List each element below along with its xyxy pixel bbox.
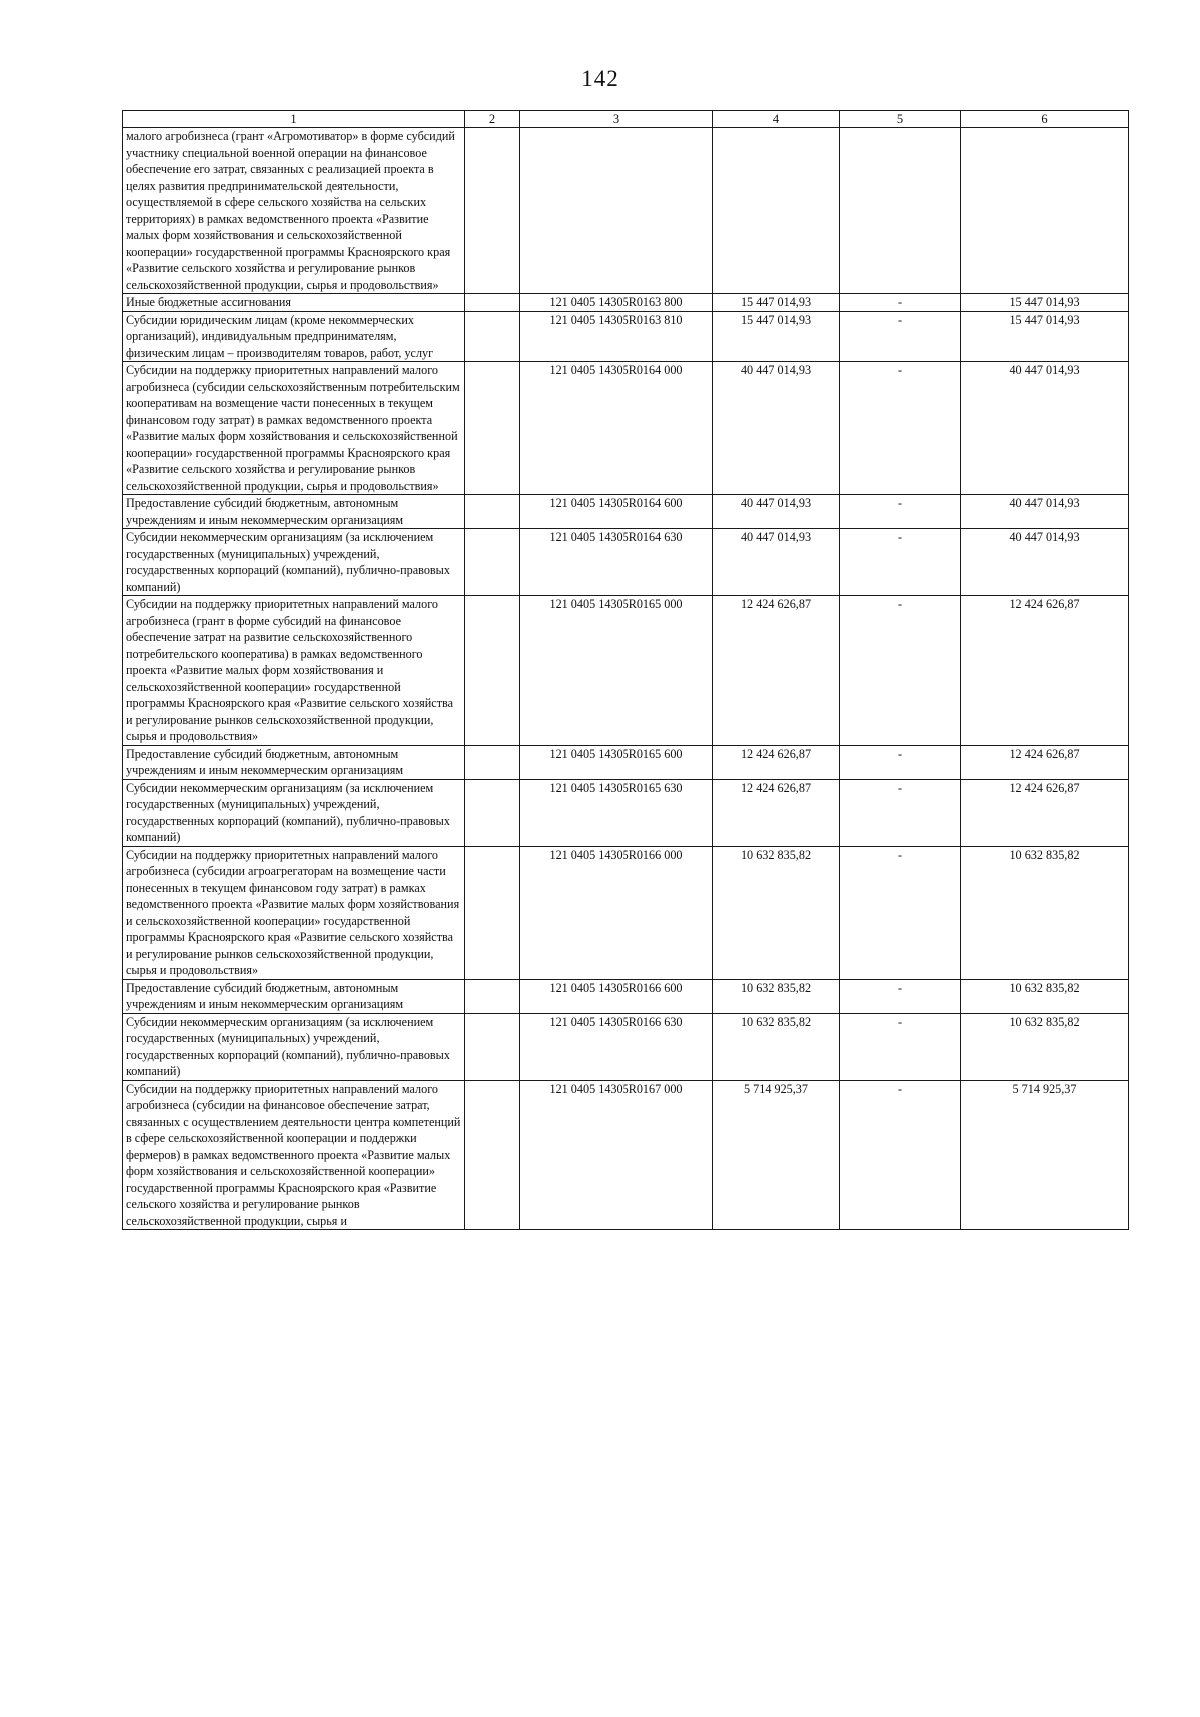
column-header-2: 2 xyxy=(465,111,520,128)
row-code: 121 0405 14305R0163 800 xyxy=(520,294,713,312)
row-name: Предоставление субсидий бюджетным, автономным учреждениям и иным некоммерческим организациям xyxy=(123,745,465,779)
row-name: Предоставление субсидий бюджетным, автономным учреждениям и иным некоммерческим организациям xyxy=(123,979,465,1013)
page-number: 142 xyxy=(581,66,619,91)
row-code: 121 0405 14305R0166 000 xyxy=(520,846,713,979)
row-sum-4: 15 447 014,93 xyxy=(713,294,840,312)
column-header-6: 6 xyxy=(961,111,1129,128)
table-row xyxy=(123,1013,1129,1080)
row-name: Субсидии некоммерческим организациям (за исключением государственных (муниципальных) учреждений, государственных корпораций (компаний), публично-правовых компаний) xyxy=(123,779,465,846)
row-col5: - xyxy=(840,362,961,495)
row-sum-4: 12 424 626,87 xyxy=(713,745,840,779)
row-col5: - xyxy=(840,596,961,746)
column-header-1: 1 xyxy=(123,111,465,128)
row-col5: - xyxy=(840,294,961,312)
column-header-5: 5 xyxy=(840,111,961,128)
row-name: Иные бюджетные ассигнования xyxy=(123,294,465,312)
row-name: Субсидии юридическим лицам (кроме некоммерческих организаций), индивидуальным предпринимателям, физическим лицам – производителям товаров, работ, услуг xyxy=(123,311,465,362)
row-sum-6: 10 632 835,82 xyxy=(961,846,1129,979)
row-sum-4: 12 424 626,87 xyxy=(713,596,840,746)
row-sum-4: 10 632 835,82 xyxy=(713,846,840,979)
row-col2 xyxy=(465,1080,520,1230)
row-sum-6: 12 424 626,87 xyxy=(961,596,1129,746)
table-row xyxy=(123,745,1129,779)
row-sum-4 xyxy=(713,128,840,294)
row-col2 xyxy=(465,311,520,362)
table-row xyxy=(123,294,1129,312)
row-col5: - xyxy=(840,779,961,846)
table-row xyxy=(123,779,1129,846)
row-col2 xyxy=(465,779,520,846)
row-sum-4: 15 447 014,93 xyxy=(713,311,840,362)
table-header xyxy=(123,111,1129,128)
row-code: 121 0405 14305R0165 000 xyxy=(520,596,713,746)
table-row xyxy=(123,362,1129,495)
row-col5: - xyxy=(840,311,961,362)
table-row xyxy=(123,128,1129,294)
row-name: Субсидии на поддержку приоритетных направлений малого агробизнеса (субсидии на финансовое обеспечение затрат, связанных с осуществлением деятельности центра компетенций в сфере сельскохозяйственной кооперации и поддержки фермеров) в рамках ведомственного проекта «Развитие малых форм хозяйствования и сельскохозяйственной кооперации» государственной программы Красноярского края «Развитие сельского хозяйства и регулирование рынков сельскохозяйственной продукции, сырья и xyxy=(123,1080,465,1230)
row-col2 xyxy=(465,979,520,1013)
row-col2 xyxy=(465,495,520,529)
row-col5: - xyxy=(840,979,961,1013)
row-name: Субсидии на поддержку приоритетных направлений малого агробизнеса (субсидии сельскохозяйственным потребительским кооперативам на возмещение части понесенных в текущем финансовом году затрат) в рамках ведомственного проекта «Развитие малых форм хозяйствования и сельскохозяйственной кооперации» государственной программы Красноярского края «Развитие сельского хозяйства и регулирование рынков сельскохозяйственной продукции, сырья и продовольствия» xyxy=(123,362,465,495)
row-col2 xyxy=(465,128,520,294)
budget-table xyxy=(122,110,1129,1230)
row-sum-6: 10 632 835,82 xyxy=(961,1013,1129,1080)
row-col5: - xyxy=(840,1013,961,1080)
table-body xyxy=(123,128,1129,1230)
row-col5: - xyxy=(840,745,961,779)
row-sum-4: 40 447 014,93 xyxy=(713,529,840,596)
row-col5: - xyxy=(840,495,961,529)
row-sum-6 xyxy=(961,128,1129,294)
row-code: 121 0405 14305R0164 600 xyxy=(520,495,713,529)
row-name: Субсидии на поддержку приоритетных направлений малого агробизнеса (субсидии агроагрегаторам на возмещение части понесенных в текущем финансовом году затрат) в рамках ведомственного проекта «Развитие малых форм хозяйствования и сельскохозяйственной кооперации» государственной программы Красноярского края «Развитие сельского хозяйства и регулирование рынков сельскохозяйственной продукции, сырья и продовольствия» xyxy=(123,846,465,979)
row-sum-6: 40 447 014,93 xyxy=(961,362,1129,495)
row-name: Субсидии на поддержку приоритетных направлений малого агробизнеса (грант в форме субсидий на финансовое обеспечение затрат на развитие сельскохозяйственного потребительского кооператива) в рамках ведомственного проекта «Развитие малых форм хозяйствования и сельскохозяйственной кооперации» государственной программы Красноярского края «Развитие сельского хозяйства и регулирование рынков сельскохозяйственной продукции, сырья и продовольствия» xyxy=(123,596,465,746)
row-code: 121 0405 14305R0167 000 xyxy=(520,1080,713,1230)
header-row xyxy=(123,111,1129,128)
table-row xyxy=(123,529,1129,596)
row-code: 121 0405 14305R0164 630 xyxy=(520,529,713,596)
row-col2 xyxy=(465,846,520,979)
row-col5 xyxy=(840,128,961,294)
table-row xyxy=(123,596,1129,746)
row-col2 xyxy=(465,596,520,746)
row-name: малого агробизнеса (грант «Агромотиватор» в форме субсидий участнику специальной военной операции на финансовое обеспечение его затрат, связанных с реализацией проекта в целях развития предпринимательской деятельности, осуществляемой в сфере сельского хозяйства на сельских территориях) в рамках ведомственного проекта «Развитие малых форм хозяйствования и сельскохозяйственной кооперации» государственной программы Красноярского края «Развитие сельского хозяйства и регулирование рынков сельскохозяйственной продукции, сырья и продовольствия» xyxy=(123,128,465,294)
row-code: 121 0405 14305R0165 630 xyxy=(520,779,713,846)
row-sum-6: 15 447 014,93 xyxy=(961,311,1129,362)
row-sum-6: 40 447 014,93 xyxy=(961,495,1129,529)
row-code xyxy=(520,128,713,294)
row-sum-6: 5 714 925,37 xyxy=(961,1080,1129,1230)
row-sum-6: 15 447 014,93 xyxy=(961,294,1129,312)
row-col2 xyxy=(465,529,520,596)
row-col2 xyxy=(465,362,520,495)
row-sum-4: 10 632 835,82 xyxy=(713,979,840,1013)
row-code: 121 0405 14305R0166 600 xyxy=(520,979,713,1013)
row-sum-4: 40 447 014,93 xyxy=(713,495,840,529)
row-name: Субсидии некоммерческим организациям (за исключением государственных (муниципальных) учреждений, государственных корпораций (компаний), публично-правовых компаний) xyxy=(123,529,465,596)
row-sum-4: 10 632 835,82 xyxy=(713,1013,840,1080)
row-code: 121 0405 14305R0165 600 xyxy=(520,745,713,779)
row-col2 xyxy=(465,294,520,312)
row-name: Субсидии некоммерческим организациям (за исключением государственных (муниципальных) учреждений, государственных корпораций (компаний), публично-правовых компаний) xyxy=(123,1013,465,1080)
row-sum-6: 12 424 626,87 xyxy=(961,779,1129,846)
row-col5: - xyxy=(840,1080,961,1230)
row-sum-6: 10 632 835,82 xyxy=(961,979,1129,1013)
row-code: 121 0405 14305R0164 000 xyxy=(520,362,713,495)
row-code: 121 0405 14305R0166 630 xyxy=(520,1013,713,1080)
row-sum-4: 5 714 925,37 xyxy=(713,1080,840,1230)
column-header-4: 4 xyxy=(713,111,840,128)
row-col2 xyxy=(465,745,520,779)
table-row xyxy=(123,979,1129,1013)
row-col2 xyxy=(465,1013,520,1080)
row-sum-4: 12 424 626,87 xyxy=(713,779,840,846)
table-row xyxy=(123,846,1129,979)
row-sum-6: 40 447 014,93 xyxy=(961,529,1129,596)
row-sum-4: 40 447 014,93 xyxy=(713,362,840,495)
row-code: 121 0405 14305R0163 810 xyxy=(520,311,713,362)
row-col5: - xyxy=(840,846,961,979)
row-sum-6: 12 424 626,87 xyxy=(961,745,1129,779)
table-row xyxy=(123,1080,1129,1230)
row-col5: - xyxy=(840,529,961,596)
row-name: Предоставление субсидий бюджетным, автономным учреждениям и иным некоммерческим организациям xyxy=(123,495,465,529)
column-header-3: 3 xyxy=(520,111,713,128)
table-row xyxy=(123,495,1129,529)
table-row xyxy=(123,311,1129,362)
